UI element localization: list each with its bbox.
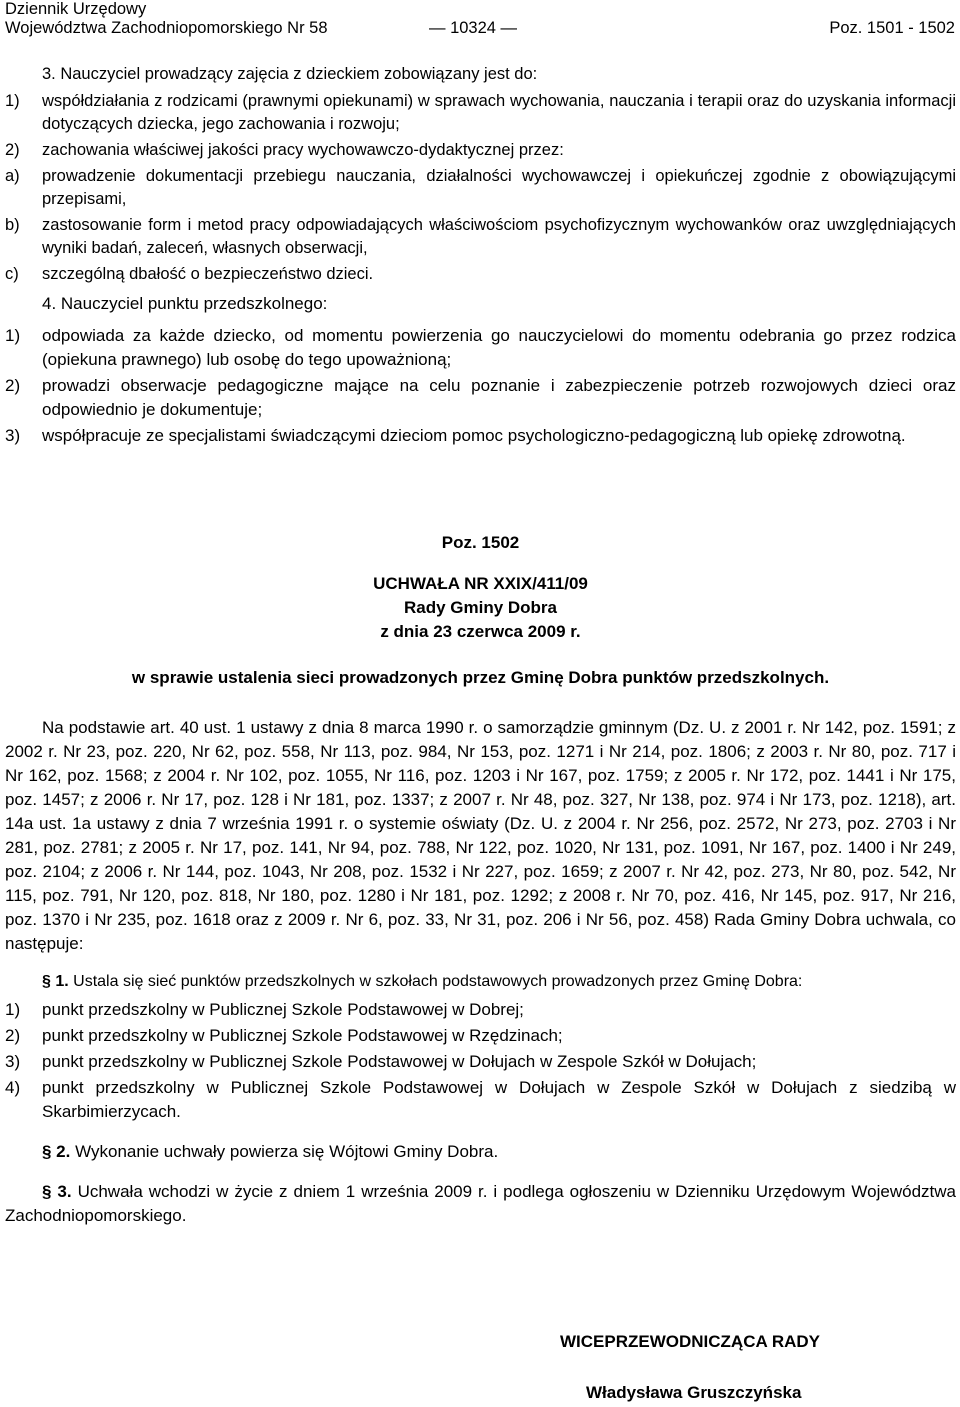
document-body (5, 62, 956, 1402)
signature-role: WICEPRZEWODNICZĄCA RADY (560, 1332, 821, 1351)
sub-item (5, 263, 956, 286)
item-letter: b) (5, 216, 20, 234)
paragraph-text: Wykonanie uchwały powierza się Wójtowi Gminy Dobra. (75, 1142, 499, 1161)
item-number: 3) (5, 1052, 21, 1071)
page-number: — 10324 — (429, 19, 518, 37)
item-number: 2) (5, 141, 20, 159)
item-text: zachowania właściwej jakości pracy wychowawczo-dydaktycznej przez: (42, 141, 564, 159)
list-item (5, 1024, 956, 1048)
item-text: szczególną dbałość o bezpieczeństwo dzieci. (42, 265, 374, 283)
item-number: 4) (5, 1078, 21, 1097)
item-text: prowadzi obserwacje pedagogiczne mające na celu poznanie i zabezpieczenie potrzeb rozwojowych dzieci oraz odpowiednio je dokumentuje; (42, 376, 956, 419)
item-text: odpowiada za każde dziecko, od momentu powierzenia go nauczycielowi do momentu odebrania go przez rodzica (opiekuna prawnego) lub osobę do tego upoważnioną; (42, 326, 956, 369)
list-item (5, 139, 956, 162)
signature-name-block (586, 1383, 801, 1403)
resolution-subject: w sprawie ustalenia sieci prowadzonych przez Gminę Dobra punktów przedszkolnych. (131, 668, 830, 687)
list-item (5, 90, 956, 136)
list-item (5, 1076, 956, 1124)
paragraph-mark: § 1. (42, 973, 69, 990)
resolution-date: z dnia 23 czerwca 2009 r. (380, 622, 581, 641)
list-item (5, 424, 956, 448)
paragraph-mark: § 2. (42, 1142, 71, 1161)
list-item (5, 998, 956, 1022)
item-text: współdziałania z rodzicami (prawnymi opiekunami) w sprawach wychowania, nauczania i terapii oraz do uzyskania informacji dotyczących dziecka, jego zachowania i rozwoju; (42, 92, 956, 133)
list-item (5, 1050, 956, 1074)
list-item (5, 324, 956, 372)
item-text: współpracuje ze specjalistami świadczącymi dzieciom pomoc psychologiczno-pedagogiczną lub opiekę zdrowotną. (42, 426, 906, 445)
list-item (5, 374, 956, 422)
item-text: punkt przedszkolny w Publicznej Szkole Podstawowej w Dołujach w Zespole Szkół w Dołujach z siedzibą w Skarbimierzycach. (42, 1078, 956, 1121)
item-text: zastosowanie form i metod pracy odpowiadających właściwościom psychofizycznym wychowanków oraz uwzględniających wyniki badań, zaleceń, własnych obserwacji, (42, 216, 956, 257)
journal-title: Dziennik Urzędowy (5, 0, 147, 18)
item-number: 2) (5, 376, 21, 395)
paragraph-text: Uchwała wchodzi w życie z dniem 1 września 2009 r. i podlega ogłoszeniu w Dzienniku Urzędowym Województwa Zachodniopomorskiego. (5, 1182, 956, 1225)
page-header (5, 0, 955, 38)
paragraph-text: Ustala się sieć punktów przedszkolnych w szkołach podstawowych prowadzonych przez Gminę Dobra: (73, 973, 803, 990)
item-letter: a) (5, 167, 20, 185)
paragraph-1 (5, 970, 956, 994)
resolution-title: UCHWAŁA NR XXIX/411/09 (373, 574, 588, 593)
resolution-heading (5, 532, 956, 690)
item-text: punkt przedszkolny w Publicznej Szkole Podstawowej w Rzędzinach; (42, 1026, 563, 1045)
section4-intro: 4. Nauczyciel punktu przedszkolnego: (42, 294, 328, 313)
item-text: prowadzenie dokumentacji przebiegu nauczania, działalności wychowawczej i opiekuńczej zgodnie z obowiązującymi przepisami, (42, 167, 956, 208)
resolution-position: Poz. 1502 (441, 533, 520, 552)
item-text: punkt przedszkolny w Publicznej Szkole Podstawowej w Dobrej; (42, 1000, 524, 1019)
paragraph-mark: § 3. (42, 1182, 72, 1201)
paragraph-3 (5, 1180, 956, 1228)
item-number: 2) (5, 1026, 21, 1045)
paragraph-2 (5, 1140, 956, 1164)
legal-basis: Na podstawie art. 40 ust. 1 ustawy z dnia 8 marca 1990 r. o samorządzie gminnym (Dz. U. z 2001 r. Nr 142, poz. 1591; z 2002 r. Nr 23, poz. 220, Nr 62, poz. 558, Nr 113, poz. 984, Nr 153, poz. 1271 i Nr 214, poz. 1806; z 2003 r. Nr 80, poz. 717 i Nr 162, poz. 1568; z 2004 r. Nr 102, poz. 1055, Nr 116, poz. 1203 i Nr 167, poz. 1759; z 2005 r. Nr 172, poz. 1441 i Nr 175, poz. 1457; z 2006 r. Nr 17, poz. 128 i Nr 181, poz. 1337; z 2007 r. Nr 48, poz. 327, Nr 138, poz. 974 i Nr 173, poz. 1218), art. 14a ust. 1a ustawy z dnia 7 września 1991 r. o systemie oświaty (Dz. U. z 2004 r. Nr 256, poz. 2572, Nr 273, poz. 2703 i Nr 281, poz. 2781; z 2005 r. Nr 17, poz. 141, Nr 94, poz. 788, Nr 122, poz. 1020, Nr 131, poz. 1091, Nr 167, poz. 1400 i Nr 249, poz. 2104; z 2006 r. Nr 144, poz. 1043, Nr 208, poz. 1532 i Nr 227, poz. 1659; z 2007 r. Nr 42, poz. 273, Nr 80, poz. 542, Nr 115, poz. 791, Nr 120, poz. 818, Nr 180, poz. 1280 i Nr 181, poz. 1292; z 2008 r. Nr 70, poz. 416, Nr 145, poz. 917, Nr 216, poz. 1370 i Nr 235, poz. 1618 oraz z 2009 r. Nr 6, poz. 33, Nr 31, poz. 206 i Nr 56, poz. 458) Rada Gminy Dobra uchwala, co następuje: (5, 718, 956, 953)
item-number: 1) (5, 92, 20, 110)
signature-block (560, 1332, 820, 1352)
item-number: 3) (5, 426, 21, 445)
sub-item (5, 165, 956, 211)
sub-item (5, 214, 956, 260)
section3-intro: 3. Nauczyciel prowadzący zajęcia z dzieckiem zobowiązany jest do: (42, 65, 538, 83)
position-range: Poz. 1501 - 1502 (829, 19, 955, 37)
item-letter: c) (5, 265, 19, 283)
item-number: 1) (5, 1000, 21, 1019)
voivodeship-issue: Województwa Zachodniopomorskiego Nr 58 (5, 19, 328, 37)
resolution-issuer: Rady Gminy Dobra (403, 598, 558, 617)
signature-name: Władysława Gruszczyńska (586, 1383, 802, 1402)
item-number: 1) (5, 326, 21, 345)
item-text: punkt przedszkolny w Publicznej Szkole Podstawowej w Dołujach w Zespole Szkół w Dołujach; (42, 1052, 757, 1071)
